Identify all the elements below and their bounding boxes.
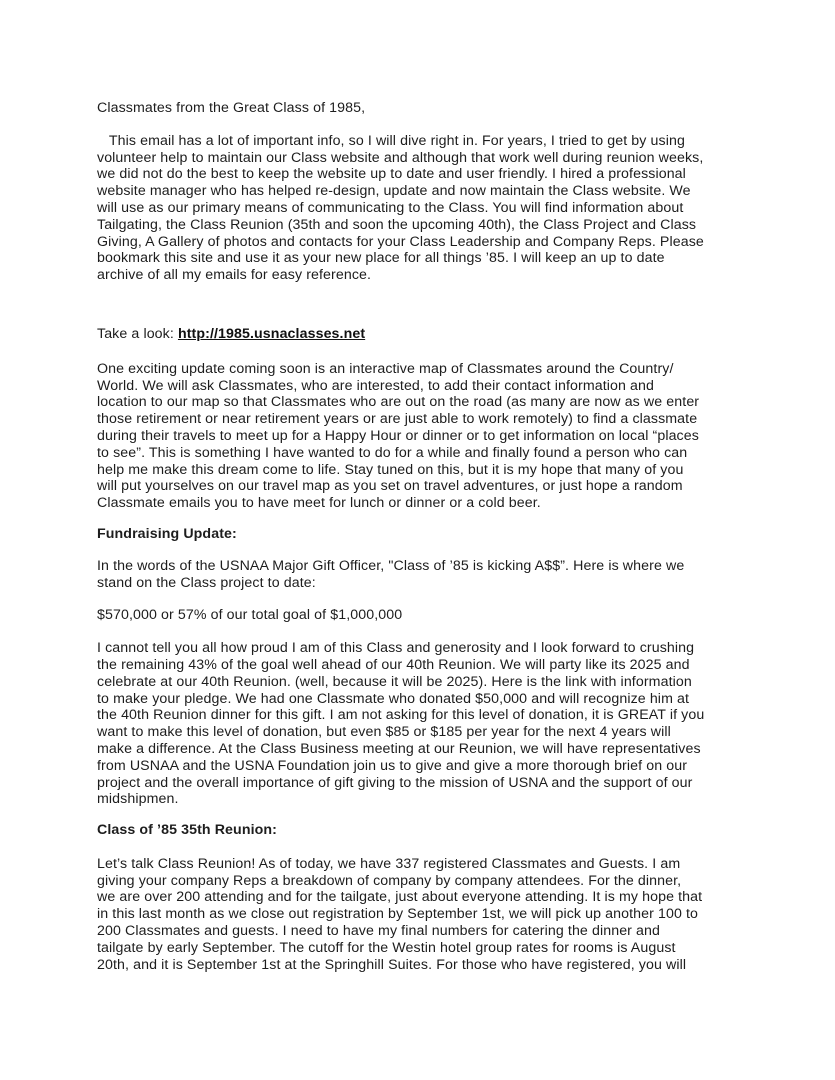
text-line: celebrate at our 40th Reunion. (well, because it will be 2025). Here is the link with information — [97, 673, 692, 690]
text-line: Let’s talk Class Reunion! As of today, we have 337 registered Classmates and Guests. I am — [97, 855, 681, 872]
text-line: help me make this dream come to life. Stay tuned on this, but it is my hope that many of you — [97, 461, 684, 478]
fundraising-heading: Fundraising Update: — [97, 525, 237, 542]
text-line: archive of all my emails for easy reference. — [97, 267, 372, 284]
text-line: Classmate emails you to have meet for lunch or dinner or a cold beer. — [97, 495, 541, 512]
text-line: location to our map so that Classmates who are out on the road (as many are now as we enter — [97, 394, 700, 411]
take-a-look-label: Take a look: — [97, 325, 178, 342]
text-line: volunteer help to maintain our Class website and although that work well during reunion weeks, — [97, 149, 704, 166]
text-line: project and the overall importance of gift giving to the mission of USNA and the support of our — [97, 774, 693, 791]
salutation: Classmates from the Great Class of 1985, — [97, 100, 366, 116]
intro-paragraph — [97, 133, 739, 284]
text-line: giving your company Reps a breakdown of company by company attendees. For the dinner, — [97, 872, 682, 889]
reunion-heading: Class of ’85 35th Reunion: — [97, 822, 277, 839]
text-line: will use as our primary means of communicating to the Class. You will find information about — [97, 199, 684, 216]
text-line: make a difference. At the Class Business meeting at our Reunion, we will have representatives — [97, 740, 701, 757]
text-line: tailgate by early September. The cutoff for the Westin hotel group rates for rooms is August — [97, 939, 676, 956]
travel-map-paragraph — [97, 361, 739, 512]
take-a-look-line — [97, 326, 739, 343]
text-line: in this last month as we close out registration by September 1st, we will pick up another 100 to — [97, 906, 699, 923]
text-line: 200 Classmates and guests. I need to have my final numbers for catering the dinner and — [97, 923, 661, 940]
text-line: we did not do the best to keep the website up to date and user friendly. I hired a professional — [97, 166, 686, 183]
text-line: want to make this level of donation, but even $85 or $185 per year for the next 4 years will — [97, 724, 671, 741]
text-line: those retirement or near retirement years or are just able to work remotely) to find a classmate — [97, 411, 698, 428]
text-line: In the words of the USNAA Major Gift Officer, "Class of ’85 is kicking A$$”. Here is where we — [97, 557, 685, 574]
text-line: 20th, and it is September 1st at the Springhill Suites. For those who have registered, you will — [97, 956, 687, 973]
text-line: to make your pledge. We had one Classmate who donated $50,000 and will recognize him at — [97, 690, 690, 707]
text-line: I cannot tell you all how proud I am of this Class and generosity and I look forward to crushing — [97, 640, 695, 657]
class-website-link[interactable]: http://1985.usnaclasses.net — [177, 325, 366, 342]
letter-content — [97, 100, 739, 973]
fundraising-progress-line: $570,000 or 57% of our total goal of $1,000,000 — [97, 607, 403, 624]
text-line: Tailgating, the Class Reunion (35th and soon the upcoming 40th), the Class Project and Class — [97, 216, 697, 233]
text-line: during their travels to meet up for a Happy Hour or dinner or to get information on local “places — [97, 427, 699, 444]
text-line: One exciting update coming soon is an interactive map of Classmates around the Country/ — [97, 360, 674, 377]
text-line: midshipmen. — [97, 791, 179, 808]
fundraising-intro-paragraph — [97, 558, 739, 592]
text-line: the remaining 43% of the goal well ahead of our 40th Reunion. We will party like its 2025 and — [97, 656, 690, 673]
text-line: will put yourselves on our travel map as you set on travel adventures, or just hope a random — [97, 478, 683, 495]
text-line: to see”. This is something I have wanted to do for a while and finally found a person who can — [97, 444, 688, 461]
text-line: This email has a lot of important info, so I will dive right in. For years, I tried to get by using — [97, 132, 685, 149]
fundraising-detail-paragraph — [97, 640, 739, 808]
text-line: Giving, A Gallery of photos and contacts for your Class Leadership and Company Reps. Please — [97, 233, 704, 250]
text-line: bookmark this site and use it as your new place for all things ’85. I will keep an up to date — [97, 250, 665, 267]
text-line: website manager who has helped re-design, update and now maintain the Class website. We — [97, 183, 691, 200]
text-line: the 40th Reunion dinner for this gift. I am not asking for this level of donation, it is GREAT if you — [97, 707, 705, 724]
text-line: from USNAA and the USNA Foundation join us to give and give a more thorough brief on our — [97, 757, 688, 774]
text-line: we are over 200 attending and for the tailgate, just about everyone attending. It is my hope that — [97, 889, 703, 906]
text-line: stand on the Class project to date: — [97, 574, 316, 591]
reunion-paragraph — [97, 856, 739, 974]
text-line: World. We will ask Classmates, who are interested, to add their contact information and — [97, 377, 655, 394]
